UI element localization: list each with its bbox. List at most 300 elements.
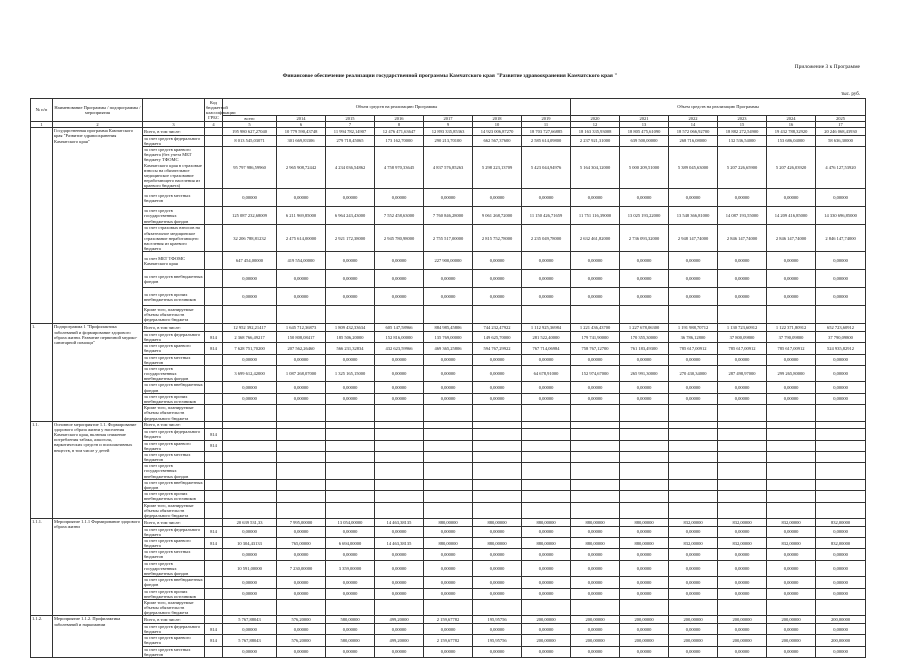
amount-cell: 524 935,82912 (816, 343, 866, 354)
amount-cell: 0,00000 (375, 646, 424, 657)
grbs-code (205, 519, 223, 527)
amount-cell: 0,00000 (223, 577, 277, 588)
amount-cell (669, 502, 718, 519)
amount-cell: 0,00000 (620, 588, 669, 599)
table-row (31, 451, 866, 462)
amount-cell (375, 306, 424, 324)
amount-cell: 0,00000 (620, 189, 669, 207)
amount-cell (718, 429, 767, 440)
amount-cell: 13 025 193,22000 (620, 207, 669, 225)
table-row (31, 207, 866, 225)
amount-cell: 0,00000 (326, 382, 375, 393)
amount-cell (718, 421, 767, 429)
table-row (31, 324, 866, 332)
amount-cell: 594 767,29922 (473, 343, 522, 354)
amount-cell: 0,00000 (718, 393, 767, 404)
table-row (31, 463, 866, 480)
amount-cell: 200,00000 (620, 616, 669, 624)
amount-cell (424, 440, 473, 451)
amount-cell (522, 405, 571, 422)
amount-cell: 0,00000 (620, 623, 669, 634)
amount-cell (473, 463, 522, 480)
amount-cell (522, 440, 571, 451)
amount-cell: 880,00000 (424, 537, 473, 548)
amount-cell (669, 405, 718, 422)
funding-source: за счет средств федерального бюджета (143, 623, 205, 634)
amount-cell: 8 013 545,03071 (223, 135, 277, 146)
amount-cell: 0,00000 (816, 270, 866, 288)
amount-cell: 6 694,00000 (326, 537, 375, 548)
amount-cell (718, 502, 767, 519)
amount-cell (620, 463, 669, 480)
amount-cell: 0,00000 (375, 526, 424, 537)
row-number: 1.1.2. (31, 616, 53, 658)
amount-cell: 0,00000 (424, 526, 473, 537)
amount-cell: 0,00000 (326, 393, 375, 404)
amount-cell: 200,00000 (669, 635, 718, 646)
amount-cell (718, 479, 767, 490)
amount-cell: 0,00000 (767, 526, 816, 537)
funding-source: за счет средств прочих внебюджетных источников (143, 588, 205, 599)
grbs-code: 814 (205, 440, 223, 451)
amount-cell: 0,00000 (718, 382, 767, 393)
amount-cell: 14 087 193,55000 (718, 207, 767, 225)
amount-cell: 0,00000 (718, 549, 767, 560)
table-row (31, 519, 866, 527)
amount-cell: 3 699 612,42000 (223, 365, 277, 382)
amount-cell: 832,00000 (767, 537, 816, 548)
amount-cell: 880,00000 (522, 537, 571, 548)
amount-cell: 95 797 986,59960 (223, 147, 277, 189)
table-row (31, 429, 866, 440)
amount-cell (816, 421, 866, 429)
amount-cell (223, 440, 277, 451)
amount-cell (277, 421, 326, 429)
amount-cell: 0,00000 (375, 382, 424, 393)
amount-cell: 5 164 304,12000 (571, 147, 620, 189)
amount-cell: 432 623,59966 (375, 343, 424, 354)
amount-cell: 0,00000 (571, 623, 620, 634)
amount-cell: 0,00000 (375, 189, 424, 207)
amount-cell: 1 809 432,33634 (326, 324, 375, 332)
amount-cell: 0,00000 (816, 365, 866, 382)
amount-cell: 195,95756 (473, 616, 522, 624)
grbs-code (205, 393, 223, 404)
amount-cell: 0,00000 (816, 382, 866, 393)
amount-cell (424, 306, 473, 324)
amount-cell: 200,00000 (718, 616, 767, 624)
amount-cell: 0,00000 (522, 646, 571, 657)
table-row (31, 128, 866, 136)
amount-cell (571, 440, 620, 451)
amount-cell: 0,00000 (473, 588, 522, 599)
amount-cell (767, 440, 816, 451)
header-column-number: 9 (424, 122, 473, 128)
amount-cell: 0,00000 (816, 354, 866, 365)
amount-cell: 0,00000 (277, 382, 326, 393)
amount-cell (816, 306, 866, 324)
amount-cell: 200,00000 (718, 635, 767, 646)
header-column-number: 8 (375, 122, 424, 128)
amount-cell: 2 921 172,38000 (326, 225, 375, 252)
amount-cell: 832,00000 (718, 537, 767, 548)
amount-cell: 0,00000 (473, 526, 522, 537)
amount-cell (816, 440, 866, 451)
amount-cell: 0,00000 (522, 252, 571, 270)
amount-cell: 0,00000 (816, 526, 866, 537)
amount-cell: 0,00000 (522, 393, 571, 404)
table-row (31, 491, 866, 502)
amount-cell: 0,00000 (816, 577, 866, 588)
amount-cell: 0,00000 (424, 354, 473, 365)
amount-cell (375, 405, 424, 422)
amount-cell: 287 498,97000 (718, 365, 767, 382)
amount-cell: 0,00000 (571, 577, 620, 588)
amount-cell (375, 502, 424, 519)
table-row (31, 331, 866, 342)
amount-cell: 195,95756 (473, 635, 522, 646)
amount-cell: 0,00000 (571, 549, 620, 560)
amount-cell: 0,00000 (375, 577, 424, 588)
grbs-code (205, 491, 223, 502)
amount-cell (571, 502, 620, 519)
amount-cell: 0,00000 (620, 577, 669, 588)
amount-cell: 0,00000 (816, 623, 866, 634)
amount-cell (767, 405, 816, 422)
funding-source: Всего, в том числе: (143, 616, 205, 624)
amount-cell: 0,00000 (571, 382, 620, 393)
amount-cell: 10 304,43133 (223, 537, 277, 548)
amount-cell (620, 599, 669, 616)
amount-cell: 0,00000 (424, 382, 473, 393)
amount-cell (473, 491, 522, 502)
amount-cell: 0,00000 (277, 526, 326, 537)
amount-cell: 4 234 036,54862 (326, 147, 375, 189)
funding-source: за счет средств местных бюджетов (143, 189, 205, 207)
amount-cell: 268 716,08000 (669, 135, 718, 146)
table-row (31, 343, 866, 354)
amount-cell (620, 405, 669, 422)
amount-cell: 14 209 416,85000 (767, 207, 816, 225)
amount-cell: 0,00000 (718, 588, 767, 599)
amount-cell: 0,00000 (767, 382, 816, 393)
amount-cell: 185 506,20000 (326, 331, 375, 342)
header-grbs: Код бюджетной классификации ГРБС (206, 99, 236, 121)
header-year: 2019 (522, 115, 571, 121)
header-column-number: 15 (718, 122, 767, 128)
amount-cell: 576,20000 (277, 635, 326, 646)
amount-cell: 785 617,00912 (669, 343, 718, 354)
amount-cell: 0,00000 (620, 560, 669, 577)
amount-cell: 0,00000 (326, 588, 375, 599)
amount-cell (767, 306, 816, 324)
amount-cell: 2 736 093,32000 (620, 225, 669, 252)
amount-cell (522, 502, 571, 519)
amount-cell (571, 491, 620, 502)
amount-cell: 36 786,12800 (669, 331, 718, 342)
amount-cell (473, 306, 522, 324)
amount-cell: 0,00000 (718, 189, 767, 207)
amount-cell: 0,00000 (718, 270, 767, 288)
amount-cell: 765,00000 (277, 537, 326, 548)
amount-cell: 5 767,88043 (223, 635, 277, 646)
amount-cell: 0,00000 (326, 526, 375, 537)
amount-cell: 0,00000 (223, 270, 277, 288)
amount-cell (223, 451, 277, 462)
amount-cell: 170 355,30000 (620, 331, 669, 342)
amount-cell (767, 429, 816, 440)
amount-cell (277, 491, 326, 502)
amount-cell: 0,00000 (816, 549, 866, 560)
amount-cell (767, 421, 816, 429)
table-row (31, 616, 866, 624)
amount-cell (767, 502, 816, 519)
amount-cell: 299 265,80000 (767, 365, 816, 382)
amount-cell: 880,00000 (571, 537, 620, 548)
amount-cell: 6 211 969,85000 (277, 207, 326, 225)
amount-cell: 6 964 243,43000 (326, 207, 375, 225)
amount-cell (424, 421, 473, 429)
amount-cell: 0,00000 (277, 646, 326, 657)
amount-cell: 5 389 045,63000 (669, 147, 718, 189)
funding-source: за счет средств краевого бюджета (143, 440, 205, 451)
amount-cell: 0,00000 (620, 393, 669, 404)
amount-cell: 2 235 049,78000 (522, 225, 571, 252)
amount-cell: 0,00000 (473, 354, 522, 365)
amount-cell: 0,00000 (718, 623, 767, 634)
amount-cell: 18 805 475,61090 (620, 128, 669, 136)
amount-cell: 0,00000 (816, 588, 866, 599)
amount-cell: 5 000 209,51000 (620, 147, 669, 189)
funding-source: за счет средств государственных внебюджетных фондов (143, 207, 205, 225)
grbs-code (205, 189, 223, 207)
grbs-code (205, 354, 223, 365)
funding-source: Всего, в том числе: (143, 421, 205, 429)
header-source (143, 99, 205, 122)
amount-cell: 32 206 788,81232 (223, 225, 277, 252)
amount-cell: 0,00000 (767, 393, 816, 404)
amount-cell (424, 429, 473, 440)
grbs-code (205, 599, 223, 616)
amount-cell: 832,00000 (669, 519, 718, 527)
amount-cell: 0,00000 (571, 270, 620, 288)
amount-cell: 0,00000 (326, 252, 375, 270)
grbs-code (205, 365, 223, 382)
amount-cell (473, 451, 522, 462)
amount-cell: 767 714,06984 (522, 343, 571, 354)
amount-cell: 744 232,47922 (473, 324, 522, 332)
amount-cell: 200,00000 (767, 616, 816, 624)
amount-cell (326, 429, 375, 440)
amount-cell: 0,00000 (816, 288, 866, 306)
funding-source: за счет средств краевого бюджета (143, 537, 205, 548)
amount-cell: 0,00000 (522, 526, 571, 537)
amount-cell: 0,00000 (669, 588, 718, 599)
amount-cell: 0,00000 (223, 354, 277, 365)
amount-cell: 2 237 921,31000 (571, 135, 620, 146)
amount-cell: 880,00000 (571, 519, 620, 527)
amount-cell: 11 150 426,71659 (522, 207, 571, 225)
amount-cell: 173 162,70000 (375, 135, 424, 146)
amount-cell: 1 221 436,43700 (571, 324, 620, 332)
table-row (31, 537, 866, 548)
amount-cell: 0,00000 (326, 577, 375, 588)
amount-cell: 0,00000 (571, 189, 620, 207)
amount-cell: 18 703 727,66885 (522, 128, 571, 136)
amount-cell: 605 147,58966 (375, 324, 424, 332)
amount-cell (223, 502, 277, 519)
amount-cell: 11 994 782,14907 (326, 128, 375, 136)
amount-cell (571, 451, 620, 462)
amount-cell: 12 952 392,21417 (223, 324, 277, 332)
amount-cell: 0,00000 (571, 588, 620, 599)
amount-cell: 880,00000 (522, 519, 571, 527)
table-row (31, 560, 866, 577)
amount-cell: 1 130 723,60912 (718, 324, 767, 332)
amount-cell: 0,00000 (424, 560, 473, 577)
amount-cell: 149 625,70000 (473, 331, 522, 342)
amount-cell (326, 479, 375, 490)
amount-cell: 0,00000 (277, 577, 326, 588)
amount-cell (473, 599, 522, 616)
funding-source: Кроме того, планируемые объемы обязательств федерального бюджета (143, 306, 205, 324)
funding-source: Всего, в том числе: (143, 519, 205, 527)
amount-cell (816, 451, 866, 462)
amount-cell: 761 183,49300 (620, 343, 669, 354)
amount-cell (424, 405, 473, 422)
amount-cell (571, 479, 620, 490)
amount-cell: 880,00000 (424, 519, 473, 527)
amount-cell: 1 087 268,07000 (277, 365, 326, 382)
amount-cell: 301 669,83306 (277, 135, 326, 146)
amount-cell: 200,00000 (522, 616, 571, 624)
grbs-code (205, 207, 223, 225)
amount-cell: 0,00000 (326, 646, 375, 657)
amount-cell (718, 491, 767, 502)
amount-cell (816, 479, 866, 490)
amount-cell: 0,00000 (571, 646, 620, 657)
amount-cell: 0,00000 (424, 577, 473, 588)
funding-source: Кроме того, планируемые объемы обязательств федерального бюджета (143, 502, 205, 519)
funding-source: за счет средств местных бюджетов (143, 549, 205, 560)
amount-cell: 0,00000 (522, 549, 571, 560)
amount-cell (375, 451, 424, 462)
program-name: Подпрограмма 1 "Профилактика заболеваний и формирование здорового образа жизни. Развитие первичной медико-санитарной помощи" (53, 324, 143, 421)
grbs-code: 814 (205, 537, 223, 548)
funding-source: за счет средств местных бюджетов (143, 354, 205, 365)
funding-source: за счет средств федерального бюджета (143, 526, 205, 537)
amount-cell: 880,00000 (620, 519, 669, 527)
amount-cell: 0,00000 (620, 270, 669, 288)
amount-cell (816, 599, 866, 616)
grbs-code (205, 463, 223, 480)
amount-cell: 785 617,00912 (718, 343, 767, 354)
amount-cell (522, 429, 571, 440)
amount-cell: 0,00000 (473, 560, 522, 577)
table-row (31, 405, 866, 422)
amount-cell: 2 755 517,00000 (424, 225, 473, 252)
funding-source: за счет страховых взносов на обязательное медицинское страхование неработающего населения из краевого бюджета (143, 225, 205, 252)
amount-cell (767, 599, 816, 616)
amount-cell: 37 790,09800 (816, 331, 866, 342)
amount-cell: 0,00000 (669, 577, 718, 588)
grbs-code (205, 288, 223, 306)
header-year: 2014 (277, 115, 326, 121)
amount-cell: 0,00000 (277, 623, 326, 634)
amount-cell (424, 599, 473, 616)
amount-cell: 0,00000 (522, 288, 571, 306)
amount-cell: 0,00000 (277, 549, 326, 560)
amount-cell: 0,00000 (326, 354, 375, 365)
amount-cell: 0,00000 (473, 393, 522, 404)
table-header (31, 99, 866, 128)
amount-cell: 0,00000 (816, 560, 866, 577)
amount-cell: 0,00000 (522, 354, 571, 365)
amount-cell (424, 463, 473, 480)
amount-cell: 580,00000 (326, 635, 375, 646)
amount-cell (277, 502, 326, 519)
amount-cell (277, 451, 326, 462)
amount-cell: 0,00000 (277, 354, 326, 365)
amount-cell (277, 463, 326, 480)
amount-cell: 0,00000 (375, 588, 424, 599)
header-column-number: 16 (767, 122, 816, 128)
amount-cell: 2 815 752,78000 (473, 225, 522, 252)
funding-source: за счет средств федерального бюджета (143, 135, 205, 146)
amount-cell: 1 645 712,36873 (277, 324, 326, 332)
amount-cell: 2 846 147,74000 (767, 225, 816, 252)
amount-cell (375, 440, 424, 451)
amount-cell: 884 985,45806 (424, 324, 473, 332)
amount-cell: 0,00000 (767, 252, 816, 270)
amount-cell: 4 758 970,33645 (375, 147, 424, 189)
amount-cell: 0,00000 (669, 393, 718, 404)
appendix-label: Приложение 3 к Программе (794, 64, 860, 70)
amount-cell: 566 231,32834 (326, 343, 375, 354)
amount-cell: 0,00000 (424, 270, 473, 288)
amount-cell (277, 479, 326, 490)
amount-cell: 0,00000 (767, 588, 816, 599)
amount-cell: 0,00000 (277, 588, 326, 599)
amount-cell (718, 451, 767, 462)
amount-cell (669, 479, 718, 490)
amount-cell (326, 421, 375, 429)
amount-cell (326, 306, 375, 324)
amount-cell (718, 599, 767, 616)
amount-cell: 0,00000 (326, 189, 375, 207)
amount-cell: 14 463,38135 (375, 519, 424, 527)
amount-cell: 880,00000 (473, 537, 522, 548)
amount-cell: 0,00000 (223, 382, 277, 393)
amount-cell: 0,00000 (669, 646, 718, 657)
amount-cell: 2 846 147,74000 (718, 225, 767, 252)
amount-cell: 832,00000 (669, 537, 718, 548)
amount-cell (223, 463, 277, 480)
amount-cell: 639 500,00000 (620, 135, 669, 146)
amount-cell: 20 246 068,43930 (816, 128, 866, 136)
header-column-number: 11 (522, 122, 571, 128)
amount-cell: 195 980 627,27040 (223, 128, 277, 136)
amount-cell: 0,00000 (223, 288, 277, 306)
table-row (31, 588, 866, 599)
amount-cell: 0,00000 (223, 393, 277, 404)
amount-cell: 265 991,30000 (620, 365, 669, 382)
funding-source: за счет средств государственных внебюджетных фондов (143, 463, 205, 480)
amount-cell: 37 790,09800 (767, 331, 816, 342)
amount-cell (669, 599, 718, 616)
header-column-number: 10 (473, 122, 522, 128)
table-row (31, 252, 866, 270)
